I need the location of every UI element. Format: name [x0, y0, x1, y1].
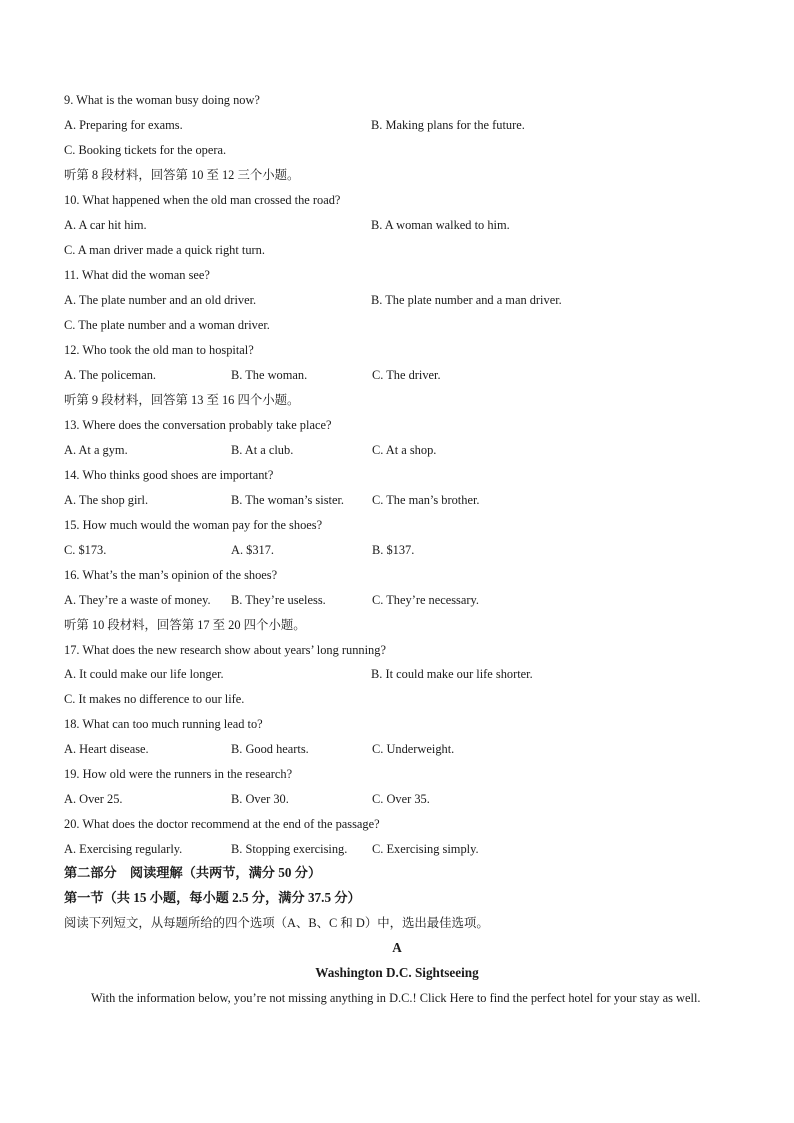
question-16: 16. What’s the man’s opinion of the shoes?: [64, 568, 278, 582]
option-b: B. The woman’s sister.: [231, 493, 345, 507]
option-c: C. Booking tickets for the opera.: [64, 143, 227, 157]
question-14: 14. Who thinks good shoes are important?: [64, 468, 274, 482]
option-a: A. They’re a waste of money.: [64, 593, 211, 607]
option-b: B. Making plans for the future.: [371, 118, 525, 132]
option-b: B. Good hearts.: [231, 742, 309, 756]
question-9: 9. What is the woman busy doing now?: [64, 93, 260, 107]
option-a: A. At a gym.: [64, 443, 128, 457]
option-a: A. Over 25.: [64, 792, 123, 806]
option-c: C. They’re necessary.: [372, 593, 479, 607]
option-c: B. $137.: [372, 543, 415, 557]
option-a: A. Preparing for exams.: [64, 118, 183, 132]
option-a: A. The plate number and an old driver.: [64, 293, 257, 307]
option-a: A. The policeman.: [64, 368, 156, 382]
option-c: C. Exercising simply.: [372, 842, 479, 856]
option-c: C. The plate number and a woman driver.: [64, 318, 270, 332]
option-c: C. The man’s brother.: [372, 493, 480, 507]
option-a: A. The shop girl.: [64, 493, 149, 507]
question-19: 19. How old were the runners in the research?: [64, 767, 293, 781]
option-c: C. The driver.: [372, 368, 441, 382]
section-heading: 听第 10 段材料，回答第 17 至 20 四个小题。: [64, 618, 306, 632]
option-b: B. Stopping exercising.: [231, 842, 348, 856]
question-12: 12. Who took the old man to hospital?: [64, 343, 254, 357]
option-c: C. Over 35.: [372, 792, 430, 806]
option-a: C. $173.: [64, 543, 107, 557]
question-18: 18. What can too much running lead to?: [64, 717, 263, 731]
question-10: 10. What happened when the old man crossed the road?: [64, 193, 341, 207]
option-a: A. Heart disease.: [64, 742, 149, 756]
question-17: 17. What does the new research show about years’ long running?: [64, 643, 386, 657]
option-c: C. A man driver made a quick right turn.: [64, 243, 265, 257]
question-20: 20. What does the doctor recommend at the end of the passage?: [64, 817, 380, 831]
option-c: C. Underweight.: [372, 742, 455, 756]
passage-letter: A: [392, 940, 402, 955]
option-b: B. Over 30.: [231, 792, 289, 806]
option-b: B. They’re useless.: [231, 593, 326, 607]
option-b: B. At a club.: [231, 443, 294, 457]
option-b: B. The woman.: [231, 368, 308, 382]
option-a: A. Exercising regularly.: [64, 842, 183, 856]
section-heading: 听第 8 段材料，回答第 10 至 12 三个小题。: [64, 168, 300, 182]
option-c: C. At a shop.: [372, 443, 437, 457]
question-13: 13. Where does the conversation probably take place?: [64, 418, 332, 432]
section-title: 第一节（共 15 小题，每小题 2.5 分，满分 37.5 分）: [64, 890, 361, 905]
instruction: 阅读下列短文，从每题所给的四个选项（A、B、C 和 D）中，选出最佳选项。: [64, 916, 489, 930]
option-b: B. A woman walked to him.: [371, 218, 510, 232]
question-11: 11. What did the woman see?: [64, 268, 210, 282]
option-b: A. $317.: [231, 543, 275, 557]
option-b: B. The plate number and a man driver.: [371, 293, 562, 307]
passage-title: Washington D.C. Sightseeing: [315, 965, 479, 980]
passage-intro: With the information below, you’re not missing anything in D.C.! Click Here to find the perfect hotel for your stay as well.: [91, 991, 701, 1005]
section-heading: 听第 9 段材料，回答第 13 至 16 四个小题。: [64, 393, 300, 407]
part-title: 第二部分 阅读理解（共两节，满分 50 分）: [64, 865, 322, 880]
option-b: B. It could make our life shorter.: [371, 667, 533, 681]
option-a: A. It could make our life longer.: [64, 667, 224, 681]
option-a: A. A car hit him.: [64, 218, 147, 232]
option-c: C. It makes no difference to our life.: [64, 692, 245, 706]
question-15: 15. How much would the woman pay for the shoes?: [64, 518, 323, 532]
